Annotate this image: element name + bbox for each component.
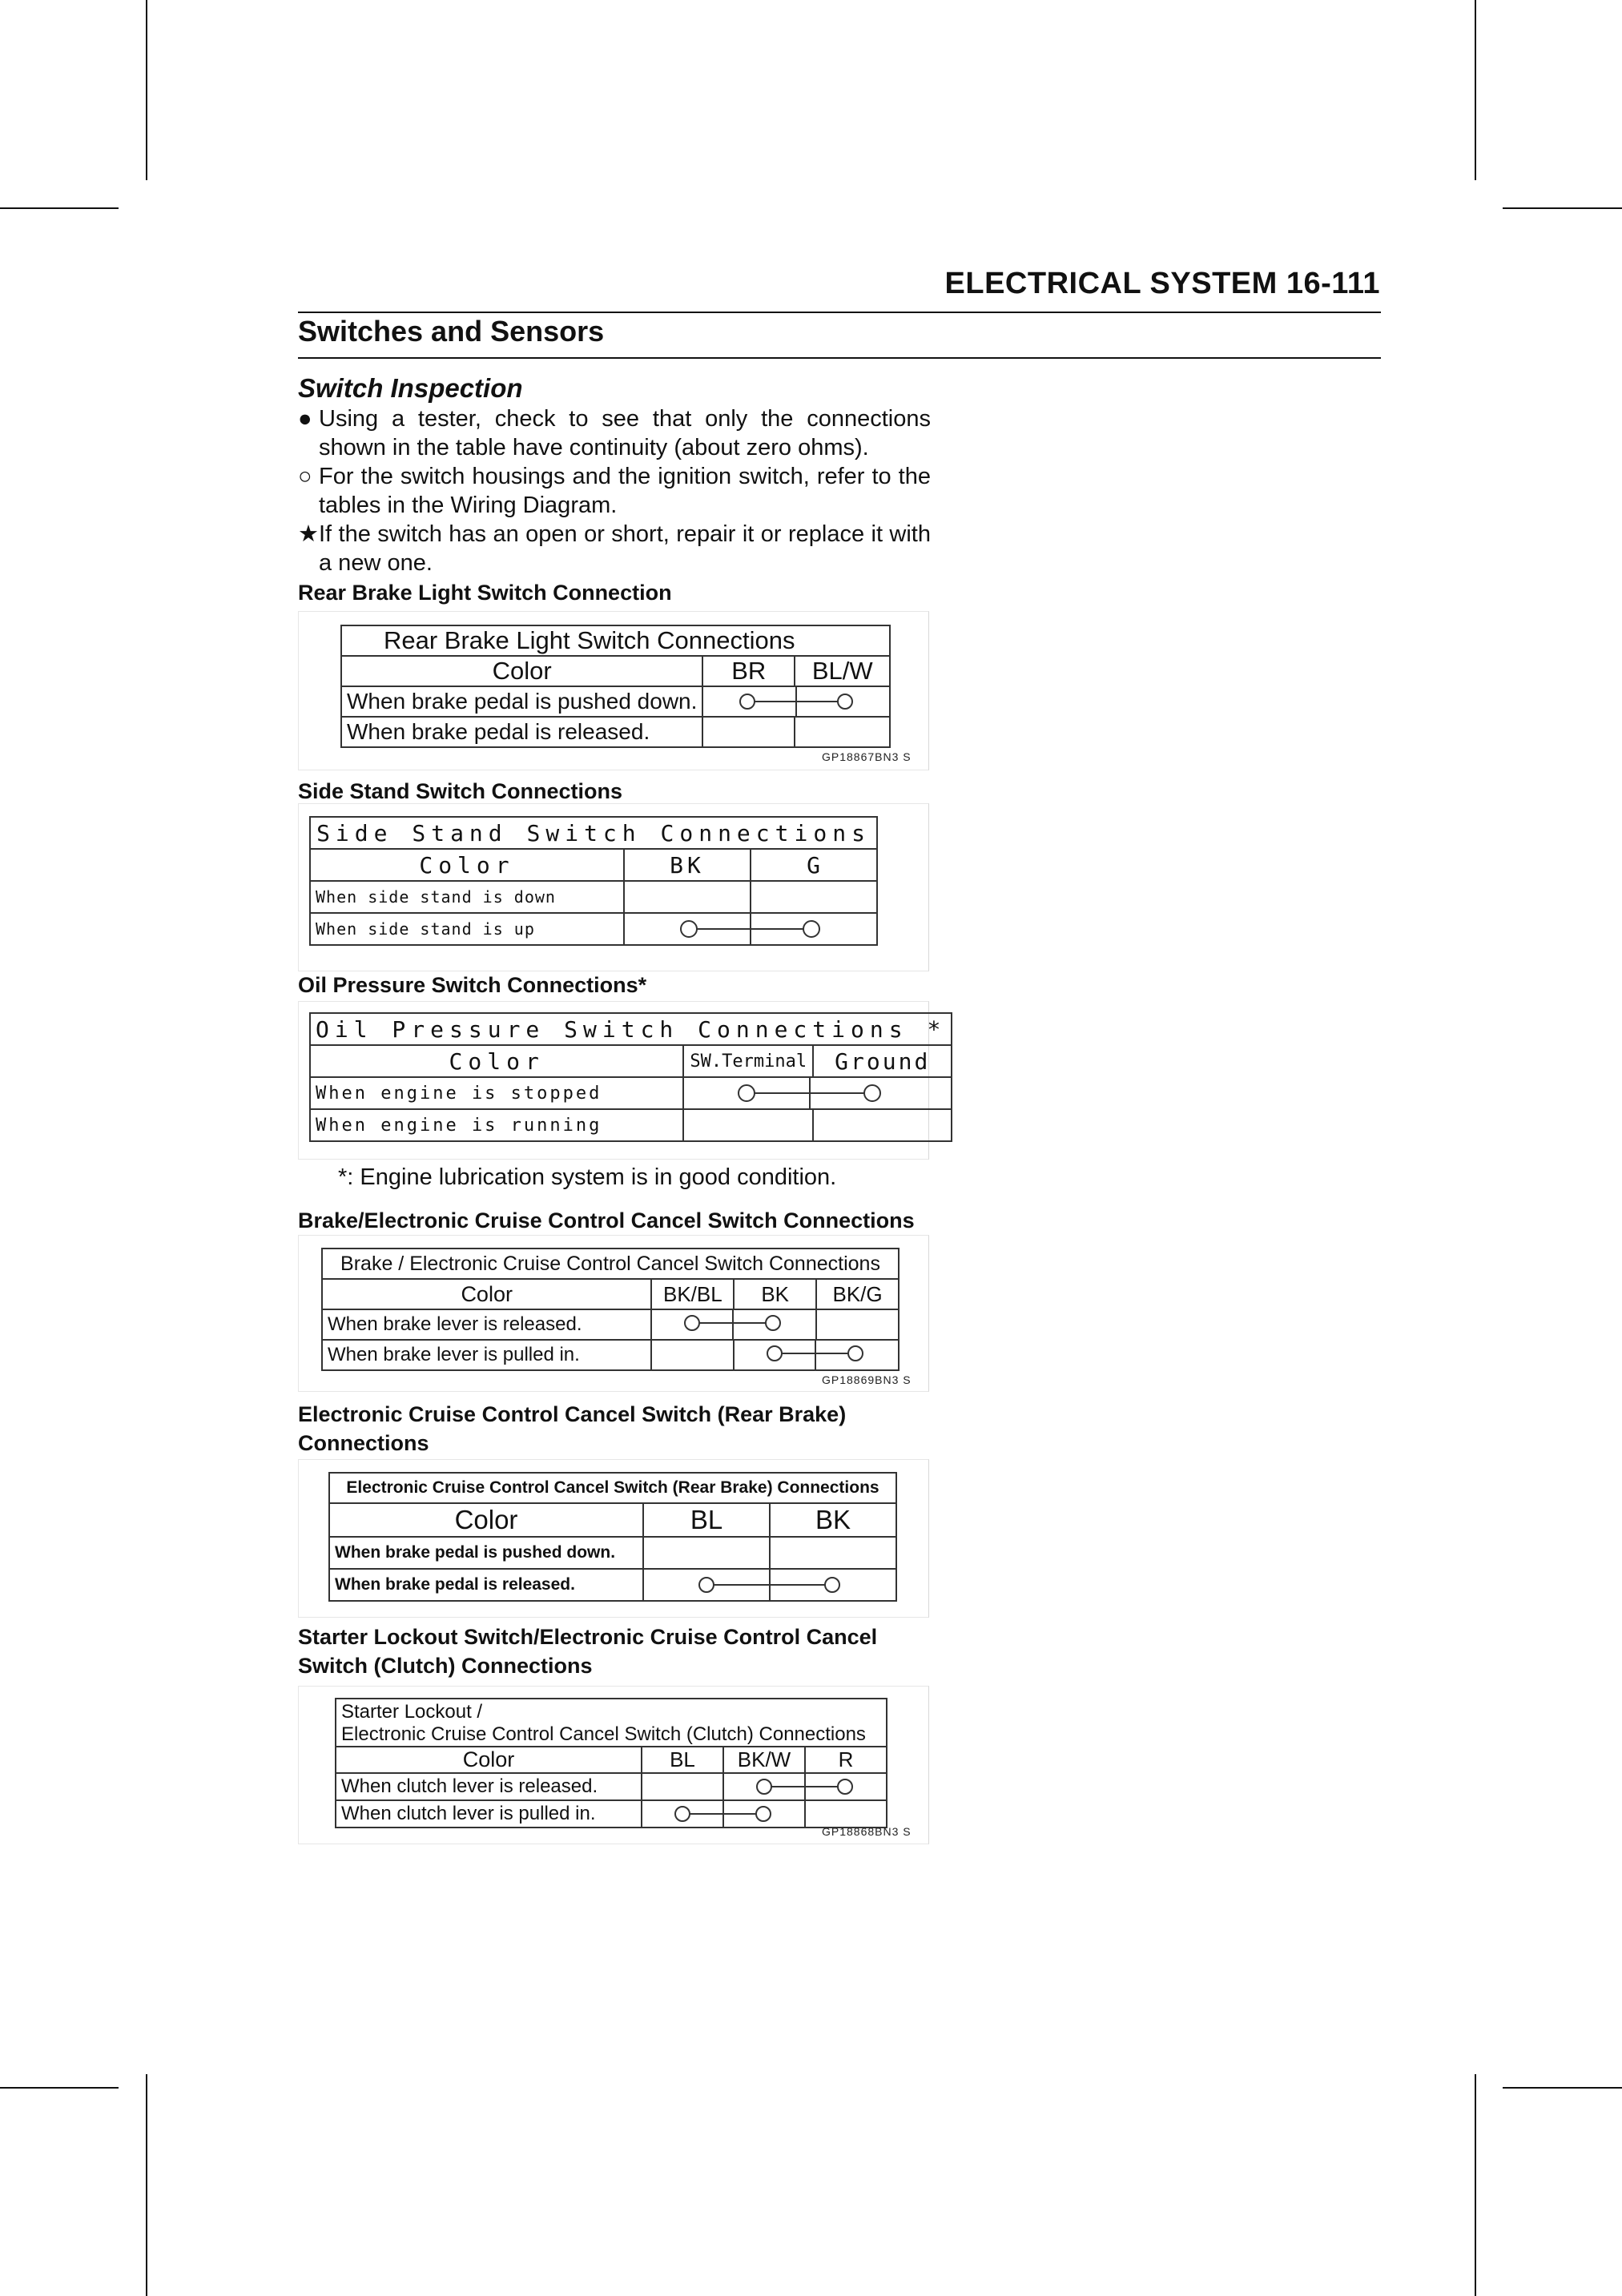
- table-footnote: *: Engine lubrication system is in good condition.: [338, 1164, 837, 1190]
- row-label: When clutch lever is pulled in.: [336, 1800, 642, 1828]
- continuity-connector-icon: [684, 1078, 936, 1108]
- column-header: BK: [624, 849, 751, 881]
- table-caption: [298, 1400, 939, 1458]
- subsection-title: Switch Inspection: [298, 373, 523, 403]
- connection-table: [309, 816, 878, 946]
- color-header: Color: [310, 849, 624, 881]
- connection-cell: [643, 1537, 770, 1569]
- column-header: G: [751, 849, 877, 881]
- connection-table: [328, 1472, 897, 1602]
- instruction-item: [298, 404, 931, 462]
- bullet-star-icon: ★: [298, 521, 319, 547]
- row-label: When brake pedal is pushed down.: [329, 1537, 643, 1569]
- table-title: Brake / Electronic Cruise Control Cancel Switch Connections: [322, 1249, 899, 1279]
- table-caption: Side Stand Switch Connections: [298, 779, 623, 803]
- column-header: SW.Terminal: [683, 1045, 813, 1077]
- connection-table: [335, 1698, 887, 1828]
- column-header: BL/W: [795, 656, 890, 686]
- crop-mark: [1503, 207, 1622, 209]
- table-title: Electronic Cruise Control Cancel Switch (Rear Brake) Connections: [329, 1473, 896, 1503]
- row-label: When side stand is down: [310, 881, 624, 913]
- header-rule: [298, 312, 1381, 313]
- instruction-text: If the switch has an open or short, repair it or replace it with a new one.: [319, 521, 931, 576]
- crop-mark: [146, 2074, 147, 2296]
- continuity-connector-icon: [652, 1310, 814, 1339]
- table-title: Side Stand Switch Connections: [310, 817, 877, 849]
- instruction-text: For the switch housings and the ignition switch, refer to the tables in the Wiring Diagram.: [319, 464, 931, 518]
- caption-line: Starter Lockout Switch/Electronic Cruise Control Cancel: [298, 1625, 878, 1649]
- color-header: Color: [336, 1747, 642, 1773]
- connection-cell: [751, 881, 877, 913]
- section-rule: [298, 357, 1381, 359]
- connection-cell: [624, 881, 751, 913]
- caption-line: Switch (Clutch) Connections: [298, 1654, 593, 1678]
- instruction-text: Using a tester, check to see that only the connections shown in the table have continuity (about zero ohms).: [319, 406, 931, 460]
- row-label: When clutch lever is released.: [336, 1773, 642, 1800]
- bullet-dot-icon: ●: [298, 406, 312, 432]
- color-header: Color: [341, 656, 702, 686]
- column-header: BK/G: [816, 1279, 899, 1309]
- crop-mark: [1503, 2087, 1622, 2089]
- table-caption: Oil Pressure Switch Connections*: [298, 973, 647, 997]
- row-label: When brake pedal is released.: [329, 1569, 643, 1601]
- crop-mark: [1475, 0, 1476, 180]
- table-title: Rear Brake Light Switch Connections: [341, 625, 890, 656]
- column-header: Ground: [813, 1045, 952, 1077]
- connection-cell: [642, 1800, 805, 1828]
- page-header-title: ELECTRICAL SYSTEM 16-111: [944, 267, 1380, 300]
- connection-cell: [734, 1340, 899, 1370]
- row-label: When brake lever is pulled in.: [322, 1340, 651, 1370]
- table-title: Oil Pressure Switch Connections *: [310, 1013, 952, 1045]
- table-caption: Rear Brake Light Switch Connection: [298, 581, 672, 605]
- instruction-item: [298, 520, 931, 577]
- connection-cell: [642, 1773, 723, 1800]
- column-header: BL: [642, 1747, 723, 1773]
- connection-cell: [651, 1309, 816, 1340]
- connection-cell: [683, 1077, 952, 1109]
- row-label: When brake pedal is released.: [341, 717, 702, 747]
- column-header: R: [805, 1747, 887, 1773]
- crop-mark: [0, 207, 119, 209]
- bullet-circle-icon: ○: [298, 464, 312, 489]
- row-label: When engine is stopped: [310, 1077, 683, 1109]
- row-label: When side stand is up: [310, 913, 624, 945]
- crop-mark: [146, 0, 147, 180]
- connection-table: [340, 625, 891, 748]
- connection-cell: [624, 913, 877, 945]
- connection-cell: [805, 1800, 887, 1828]
- continuity-connector-icon: [735, 1341, 896, 1369]
- continuity-connector-icon: [642, 1801, 804, 1827]
- column-header: BK/W: [723, 1747, 805, 1773]
- connection-table: [309, 1012, 952, 1142]
- connection-table: [321, 1248, 900, 1371]
- continuity-connector-icon: [644, 1570, 896, 1600]
- figure-code: GP18869BN3 S: [822, 1373, 912, 1386]
- table-title-line: Starter Lockout /: [341, 1701, 483, 1723]
- table-caption: [298, 1622, 939, 1680]
- connection-cell: [643, 1569, 896, 1601]
- color-header: Color: [310, 1045, 683, 1077]
- row-label: When brake lever is released.: [322, 1309, 651, 1340]
- connection-cell: [813, 1109, 952, 1141]
- connection-cell: [770, 1537, 896, 1569]
- continuity-connector-icon: [703, 687, 889, 716]
- row-label: When brake pedal is pushed down.: [341, 686, 702, 717]
- connection-cell: [702, 717, 795, 747]
- section-title: Switches and Sensors: [298, 315, 605, 348]
- column-header: BR: [702, 656, 795, 686]
- figure-code: GP18867BN3 S: [822, 750, 912, 763]
- continuity-connector-icon: [625, 914, 876, 944]
- row-label: When engine is running: [310, 1109, 683, 1141]
- column-header: BK: [770, 1503, 896, 1537]
- caption-line: Connections: [298, 1431, 429, 1455]
- table-title: [336, 1699, 887, 1747]
- crop-mark: [1475, 2074, 1476, 2296]
- table-title-line: Electronic Cruise Control Cancel Switch (Clutch) Connections: [341, 1723, 866, 1745]
- table-caption: Brake/Electronic Cruise Control Cancel Switch Connections: [298, 1208, 915, 1232]
- figure-code: GP18868BN3 S: [822, 1825, 912, 1838]
- continuity-connector-icon: [724, 1774, 886, 1799]
- crop-mark: [0, 2087, 119, 2089]
- column-header: BK: [734, 1279, 816, 1309]
- connection-cell: [723, 1773, 887, 1800]
- color-header: Color: [322, 1279, 651, 1309]
- connection-cell: [651, 1340, 734, 1370]
- connection-cell: [702, 686, 890, 717]
- caption-line: Electronic Cruise Control Cancel Switch (Rear Brake): [298, 1402, 847, 1426]
- color-header: Color: [329, 1503, 643, 1537]
- connection-cell: [795, 717, 890, 747]
- column-header: BL: [643, 1503, 770, 1537]
- instruction-item: [298, 462, 931, 520]
- column-header: BK/BL: [651, 1279, 734, 1309]
- connection-cell: [683, 1109, 813, 1141]
- connection-cell: [816, 1309, 899, 1340]
